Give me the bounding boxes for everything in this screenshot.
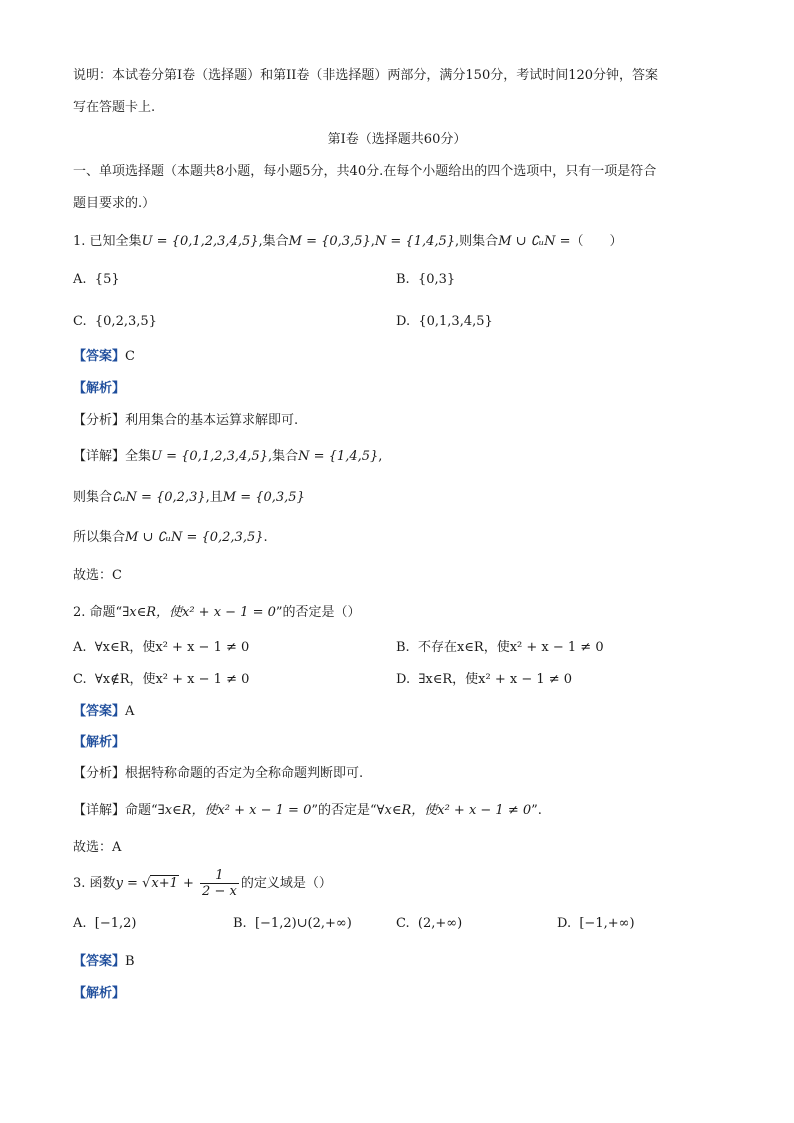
q3-analysis-label — [73, 984, 125, 1004]
xiangjie-text: 全集 — [125, 449, 152, 464]
answer-label: 【答案】 — [73, 954, 126, 969]
option-value: 不存在x∈R，使x² + x − 1 ≠ 0 — [417, 640, 604, 655]
fraction-denominator: 2 − x — [202, 884, 237, 899]
math-set-m: M = {0,3,5} — [222, 490, 305, 505]
fenxi-text: 根据特称命题的否定为全称命题判断即可. — [125, 766, 364, 781]
q1-choose — [73, 566, 122, 586]
stem-text: 已知全集 — [89, 234, 142, 249]
answer-value: B — [125, 954, 135, 969]
option-key: C. — [73, 314, 87, 329]
analysis-label: 【解析】 — [73, 381, 126, 396]
q1-xiangjie — [73, 447, 382, 467]
q2-option-d — [396, 670, 572, 690]
q3-option-a — [73, 914, 137, 934]
answer-paren: （ ） — [570, 234, 623, 249]
question-3-stem — [73, 868, 332, 900]
math-operator: + — [178, 876, 199, 891]
q1-option-d — [396, 312, 493, 332]
q2-option-b — [396, 638, 604, 658]
part-header-line-2: 题目要求的.） — [73, 196, 156, 211]
stem-text: 命题“ — [89, 605, 123, 620]
q3-option-d — [557, 914, 635, 934]
math-fraction — [200, 868, 239, 899]
math-radicand: x+1 — [151, 876, 178, 891]
q1-option-a — [73, 270, 120, 290]
choose-value: A — [112, 840, 122, 855]
option-value: [−1,+∞) — [579, 916, 635, 931]
math-expression: M ∪ ∁ᵤN = — [498, 234, 571, 249]
stem-text: 函数 — [89, 876, 116, 891]
q2-choose — [73, 838, 121, 858]
q1-option-b — [396, 270, 455, 290]
section-title: 第I卷（选择题共60分） — [327, 132, 467, 147]
q2-analysis-label — [73, 733, 125, 753]
option-value: ∃x∈R，使x² + x − 1 ≠ 0 — [418, 672, 573, 687]
q2-option-c — [73, 670, 249, 690]
math-proposition: ∃x∈R，使x² + x − 1 = 0 — [157, 803, 312, 818]
option-value: [−1,2)∪(2,+∞) — [254, 916, 352, 931]
stem-text: ,集合 — [258, 234, 289, 249]
option-key: D. — [396, 672, 411, 687]
math-union: M ∪ ∁ᵤN = {0,2,3,5} — [125, 530, 264, 545]
xiangjie-text: ”的否定是“ — [311, 803, 377, 818]
step-text: 所以集合 — [73, 530, 126, 545]
option-value: {5} — [94, 272, 120, 287]
analysis-label: 【解析】 — [73, 735, 126, 750]
xiangjie-text: ”. — [531, 803, 542, 818]
fraction-numerator: 1 — [200, 868, 239, 884]
math-proposition: ∃x∈R，使x² + x − 1 = 0 — [122, 605, 276, 620]
stem-text: 的定义域是（） — [240, 876, 332, 891]
q2-option-a — [73, 638, 249, 658]
choose-label: 故选： — [73, 840, 113, 855]
q2-answer — [73, 702, 134, 722]
analysis-label: 【解析】 — [73, 986, 126, 1001]
question-2-stem — [73, 603, 361, 623]
option-key: D. — [557, 916, 572, 931]
xiangjie-text: , — [378, 449, 383, 464]
fenxi-label: 【分析】 — [73, 413, 126, 428]
question-number: 1. — [73, 234, 86, 249]
q3-option-b — [233, 914, 352, 934]
q1-step-2 — [73, 488, 305, 508]
answer-value: A — [125, 704, 135, 719]
option-value: ∀x∈R，使x² + x − 1 ≠ 0 — [94, 640, 250, 655]
option-value: {0,3} — [417, 272, 456, 287]
math-lhs: y = — [115, 876, 143, 891]
step-text: 则集合 — [73, 490, 113, 505]
option-key: D. — [396, 314, 411, 329]
q2-fenxi — [73, 764, 363, 784]
option-key: C. — [73, 672, 87, 687]
q1-answer — [73, 347, 135, 367]
math-negation: ∀x∈R，使x² + x − 1 ≠ 0 — [376, 803, 532, 818]
intro-line-1: 说明：本试卷分第I卷（选择题）和第II卷（非选择题）两部分，满分150分，考试时间120分钟，答案 — [73, 68, 659, 83]
math-set-m: M = {0,3,5} — [288, 234, 371, 249]
answer-label: 【答案】 — [73, 349, 126, 364]
answer-value: C — [125, 349, 135, 364]
q1-option-c — [73, 312, 157, 332]
fenxi-text: 利用集合的基本运算求解即可. — [125, 413, 299, 428]
part-header-line-1: 一、单项选择题（本题共8小题，每小题5分，共40分.在每个小题给出的四个选项中，只有一项是符合 — [73, 164, 657, 179]
q3-option-c — [396, 914, 462, 934]
option-value: {0,1,3,4,5} — [418, 314, 493, 329]
option-key: B. — [396, 272, 410, 287]
step-text: . — [263, 530, 268, 545]
q1-step-3 — [73, 528, 268, 548]
fenxi-label: 【分析】 — [73, 766, 126, 781]
question-1-stem — [73, 232, 623, 252]
xiangjie-label: 【详解】 — [73, 449, 126, 464]
option-key: B. — [233, 916, 247, 931]
option-value: {0,2,3,5} — [94, 314, 157, 329]
option-value: [−1,2) — [94, 916, 137, 931]
option-value: ∀x∉R，使x² + x − 1 ≠ 0 — [94, 672, 250, 687]
math-complement: ∁ᵤN = {0,2,3} — [112, 490, 206, 505]
choose-label: 故选： — [73, 568, 113, 583]
math-universal-set: U = {0,1,2,3,4,5} — [151, 449, 268, 464]
stem-text: , — [370, 234, 375, 249]
answer-label: 【答案】 — [73, 704, 126, 719]
question-number: 3. — [73, 876, 86, 891]
option-value: (2,+∞) — [417, 916, 463, 931]
option-key: C. — [396, 916, 410, 931]
xiangjie-label: 【详解】 — [73, 803, 126, 818]
option-key: A. — [73, 272, 87, 287]
option-key: A. — [73, 640, 87, 655]
intro-line-2: 写在答题卡上. — [73, 100, 156, 115]
math-universal-set: U = {0,1,2,3,4,5} — [141, 234, 259, 249]
option-key: B. — [396, 640, 410, 655]
stem-text: ,则集合 — [455, 234, 499, 249]
xiangjie-text: ,集合 — [267, 449, 299, 464]
q1-analysis-label — [73, 379, 125, 399]
math-set-n: N = {1,4,5} — [374, 234, 456, 249]
math-set-n: N = {1,4,5} — [298, 449, 379, 464]
q1-fenxi — [73, 411, 298, 431]
question-number: 2. — [73, 605, 86, 620]
q3-answer — [73, 952, 135, 972]
choose-value: C — [112, 568, 122, 583]
stem-text: ”的否定是（） — [275, 605, 361, 620]
q2-xiangjie — [73, 801, 542, 821]
step-text: ,且 — [205, 490, 223, 505]
xiangjie-text: 命题“ — [125, 803, 158, 818]
option-key: A. — [73, 916, 87, 931]
sqrt-sign: √ — [142, 876, 151, 891]
